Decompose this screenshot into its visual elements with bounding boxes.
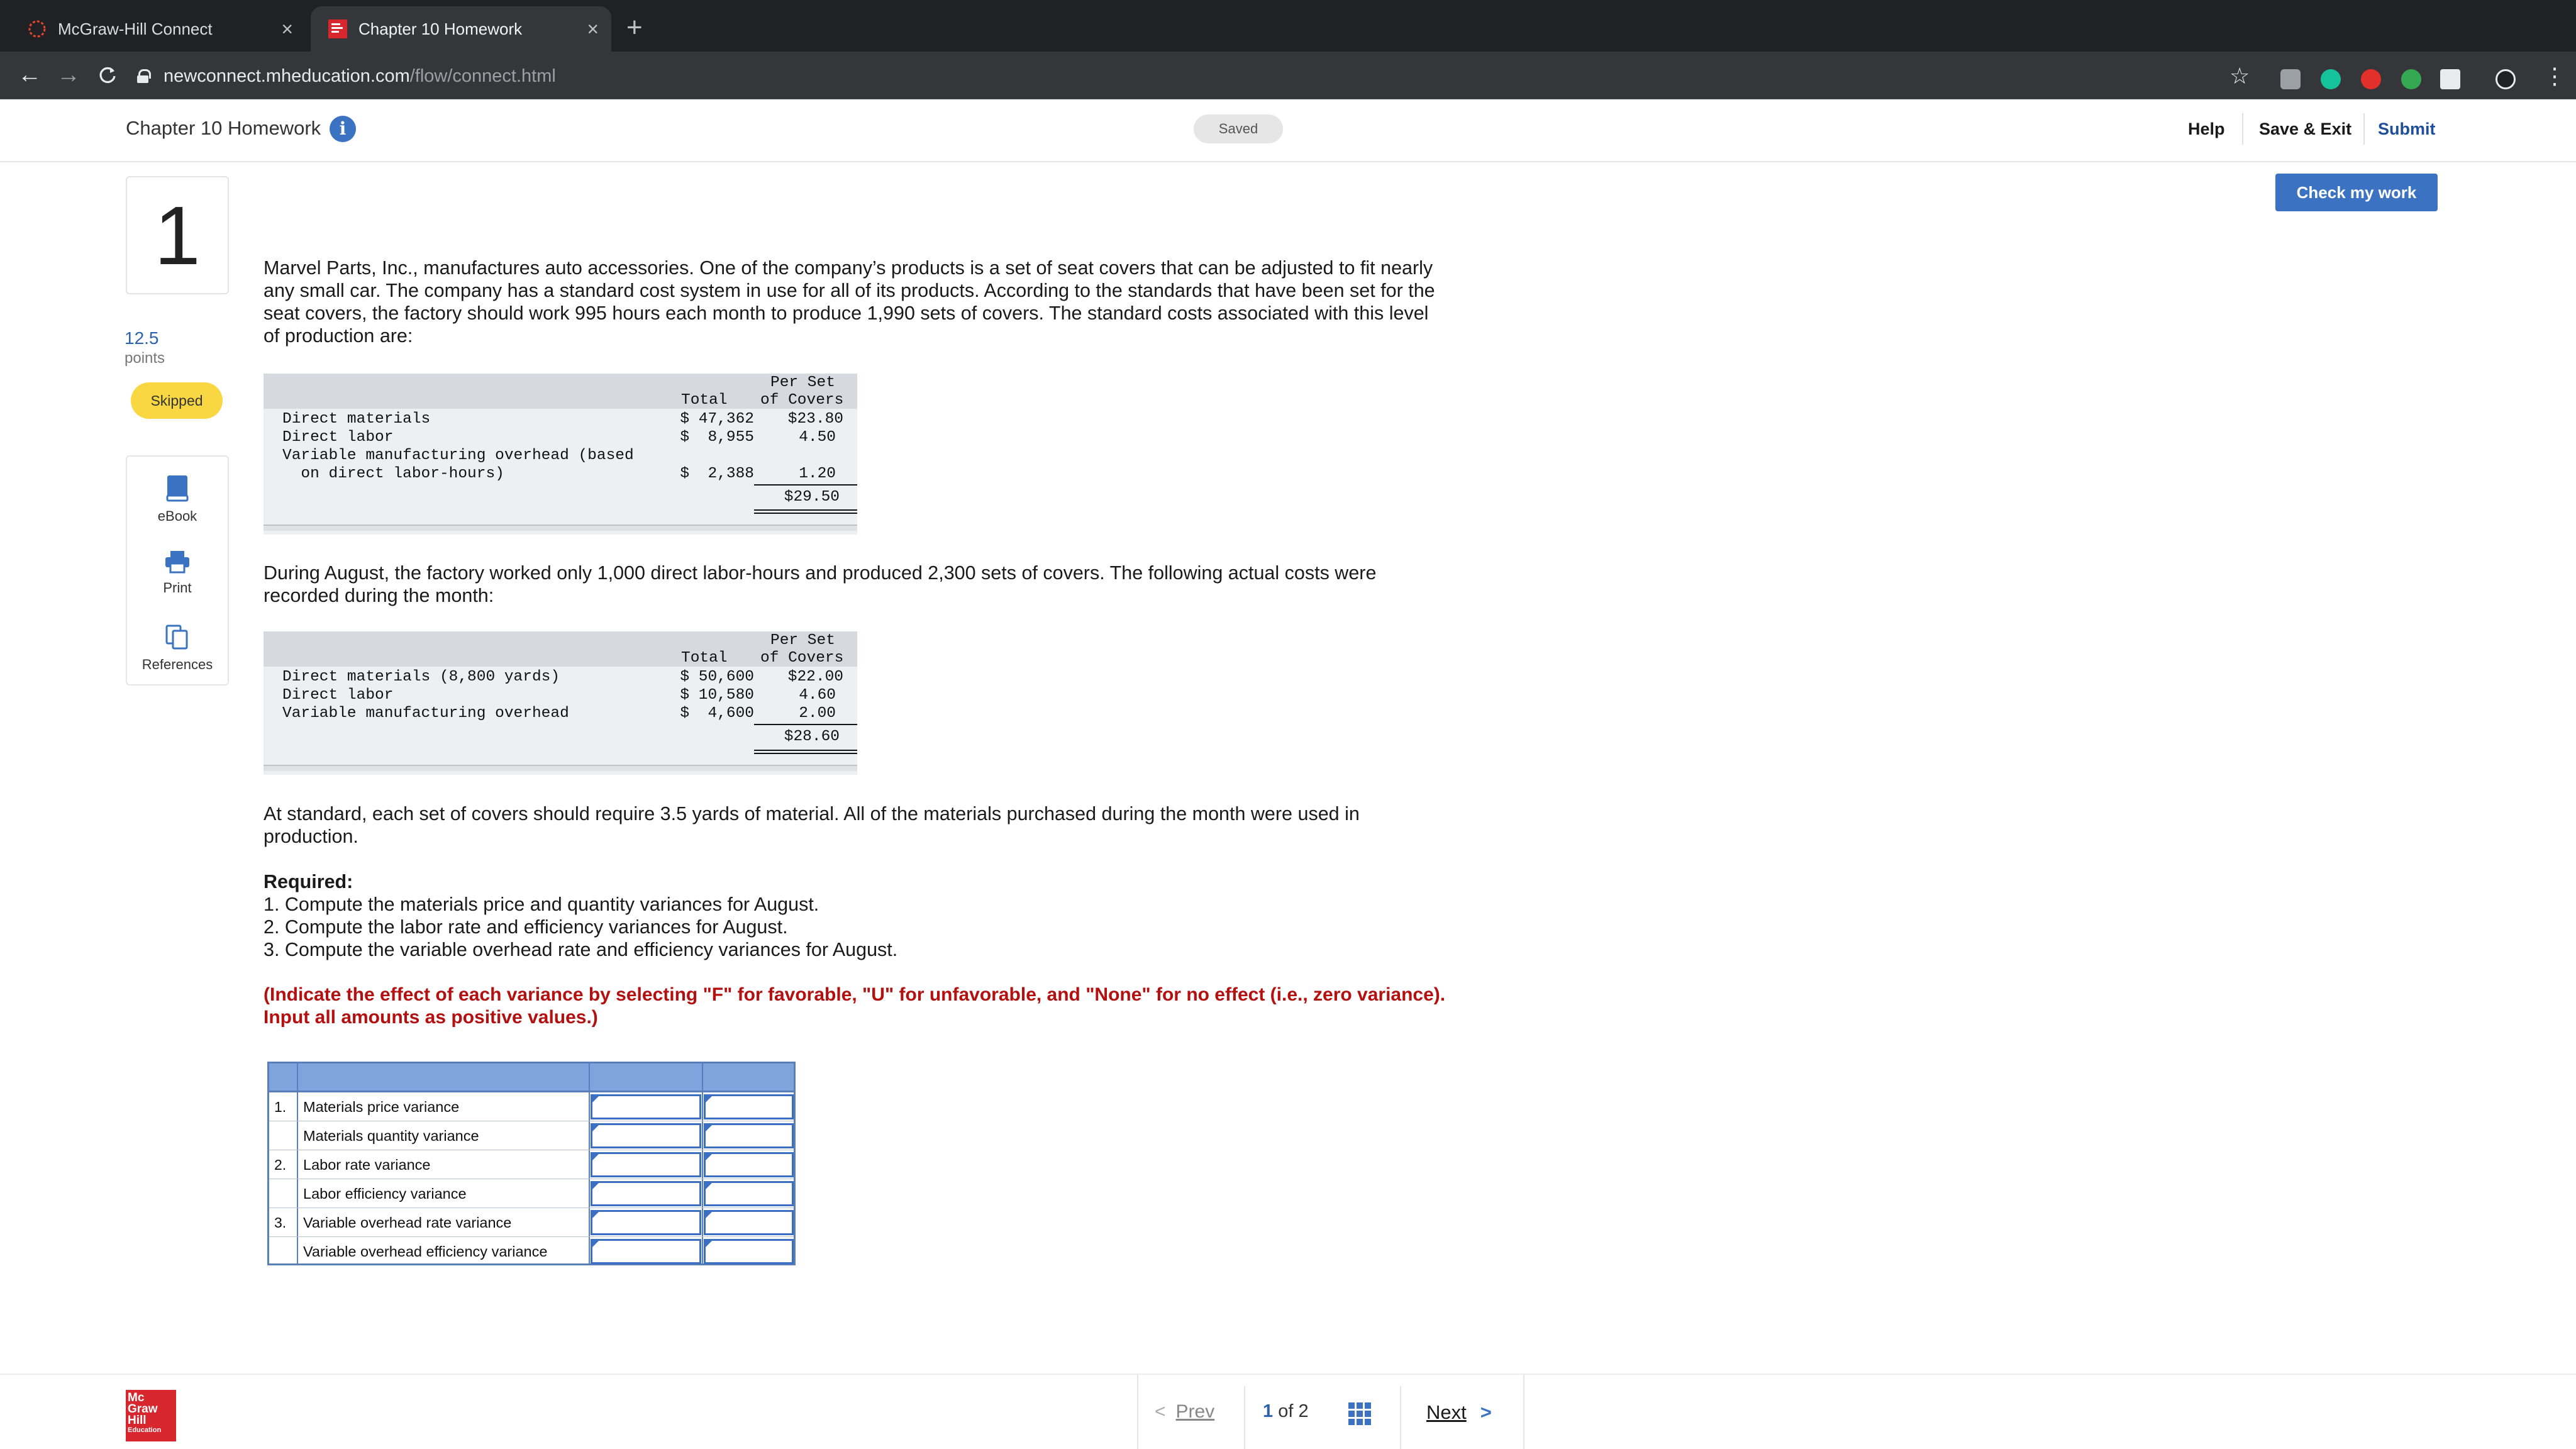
table-row-total: $ 10,580 (680, 687, 754, 704)
info-icon[interactable]: i (330, 116, 356, 142)
answer-table-header (269, 1063, 794, 1092)
row-label: Labor efficiency variance (303, 1185, 467, 1202)
chevron-right-icon: > (1480, 1401, 1492, 1423)
required-heading: Required: (264, 871, 353, 892)
table-row-label: Direct materials (8,800 yards) (282, 669, 560, 686)
references-label: References (142, 657, 213, 672)
question-number: 1 (126, 176, 229, 294)
tab-title: McGraw-Hill Connect (58, 19, 213, 38)
amount-input[interactable] (591, 1094, 701, 1119)
row-number: 2. (274, 1157, 287, 1173)
standard-material-note: At standard, each set of covers should require 3.5 yards of material. All of the materials purchased during the month were used in production. (264, 803, 1360, 847)
table-row-per-set: 2.00 (799, 705, 836, 722)
extension-red-icon[interactable] (2361, 69, 2381, 89)
table-total-per-set: $28.60 (784, 728, 840, 745)
amount-input[interactable] (591, 1239, 701, 1264)
table-row-label: Variable manufacturing overhead (282, 705, 569, 722)
mcgraw-hill-favicon-icon (328, 19, 347, 38)
table-row-label: Direct labor (282, 429, 394, 446)
pager-divider (1400, 1386, 1401, 1449)
back-arrow-icon[interactable]: ← (18, 62, 42, 88)
table-bottom-rule (264, 525, 857, 531)
prev-button[interactable] (1155, 1401, 1214, 1423)
amount-input[interactable] (591, 1152, 701, 1177)
table-row (269, 1150, 794, 1179)
help-link[interactable]: Help (2188, 119, 2225, 138)
tab-title: Chapter 10 Homework (358, 19, 523, 38)
column-header-per-set: Per Set (770, 632, 835, 649)
new-tab-button[interactable]: + (626, 12, 643, 43)
column-header-of-covers: of Covers (760, 650, 844, 667)
required-item: 2. Compute the labor rate and efficiency variances for August. (264, 916, 788, 938)
forward-arrow-icon[interactable]: → (57, 62, 80, 88)
close-tab-icon[interactable]: × (281, 17, 293, 40)
column-header-total: Total (681, 650, 728, 667)
mcgraw-hill-logo (126, 1390, 176, 1441)
required-item: 1. Compute the materials price and quantity variances for August. (264, 894, 819, 915)
header-divider (2363, 113, 2365, 145)
url-path: /flow/connect.html (409, 65, 556, 86)
table-row-total: $ 47,362 (680, 411, 754, 428)
ebook-label: eBook (157, 508, 197, 524)
connect-favicon-icon (28, 19, 47, 38)
browser-tab-bar (0, 0, 2576, 52)
table-row-total: $ 4,600 (680, 705, 754, 722)
assignment-footer (0, 1374, 2576, 1449)
actual-costs-intro: During August, the factory worked only 1,000 direct labor-hours and produced 2,300 sets of covers. The following actual costs were recorded during the month: (264, 562, 1377, 606)
total-double-underline (754, 750, 857, 751)
table-row (269, 1092, 794, 1121)
table-bottom-rule (264, 765, 857, 771)
page-of: of (1278, 1401, 1294, 1421)
submit-link[interactable]: Submit (2378, 119, 2436, 138)
required-item: 3. Compute the variable overhead rate and efficiency variances for August. (264, 939, 898, 960)
row-number: 3. (274, 1214, 287, 1231)
effect-select[interactable] (704, 1239, 794, 1264)
table-row-total: $ 8,955 (680, 429, 754, 446)
effect-select[interactable] (704, 1094, 794, 1119)
prev-label: Prev (1175, 1401, 1215, 1422)
table-total-per-set: $29.50 (784, 489, 840, 506)
total-double-underline (754, 753, 857, 754)
question-status-badge: Skipped (131, 382, 223, 419)
row-label: Variable overhead rate variance (303, 1214, 512, 1231)
profile-avatar-icon[interactable] (2496, 69, 2516, 89)
required-section (264, 870, 1446, 961)
saved-status-badge: Saved (1194, 114, 1283, 143)
printer-icon (164, 550, 191, 574)
tab-chapter-10-homework[interactable] (311, 6, 611, 52)
reload-icon[interactable] (98, 65, 117, 84)
points-label: points (125, 350, 165, 367)
logo-text: Hill (128, 1414, 147, 1427)
total-double-underline (754, 513, 857, 514)
copy-icon (165, 624, 190, 650)
amount-input[interactable] (591, 1210, 701, 1235)
browser-toolbar (0, 52, 2576, 99)
pager-divider (1244, 1386, 1245, 1449)
subtotal-underline (754, 724, 857, 725)
page-total: 2 (1298, 1401, 1309, 1421)
logo-text: Mc (128, 1391, 145, 1404)
assignment-title: Chapter 10 Homework (126, 117, 321, 139)
table-row-label: Direct materials (282, 411, 431, 428)
page-indicator[interactable] (1263, 1401, 1309, 1422)
close-tab-icon[interactable]: × (587, 17, 599, 40)
grammarly-icon[interactable] (2321, 69, 2341, 89)
tab-mcgraw-hill-connect[interactable] (10, 6, 306, 52)
standard-cost-table (264, 374, 857, 535)
subtotal-underline (754, 484, 857, 486)
lock-icon (137, 69, 148, 83)
question-tools-panel (126, 455, 229, 686)
table-row-label: Direct labor (282, 687, 394, 704)
amount-input[interactable] (591, 1181, 701, 1206)
actual-cost-table (264, 631, 857, 775)
row-number: 1. (274, 1099, 287, 1115)
question-pager (1137, 1375, 1524, 1449)
references-button[interactable] (127, 624, 228, 673)
amount-input[interactable] (591, 1123, 701, 1148)
total-double-underline (754, 509, 857, 511)
chevron-left-icon: < (1155, 1401, 1166, 1422)
extension-image-icon[interactable] (2440, 69, 2460, 89)
header-divider (2242, 113, 2243, 145)
column-header-of-covers: of Covers (760, 392, 844, 409)
table-row-per-set: 4.60 (799, 687, 836, 704)
effect-select[interactable] (704, 1181, 794, 1206)
logo-text: Graw (128, 1402, 158, 1416)
row-label: Materials price variance (303, 1099, 460, 1115)
table-row-per-set: 4.50 (799, 429, 836, 446)
table-row-total: $ 50,600 (680, 669, 754, 686)
table-row-label: Variable manufacturing overhead (based (282, 447, 634, 464)
ebook-button[interactable] (127, 474, 228, 525)
grid-icon[interactable] (1348, 1402, 1371, 1425)
instruction-note: (Indicate the effect of each variance by selecting "F" for favorable, "U" for unfavorable, and "None" for no effect (i.e., zero variance). Input all amounts as positive values.) (264, 984, 1446, 1028)
table-row-per-set: $23.80 (787, 411, 843, 428)
table-row (269, 1179, 794, 1208)
effect-select[interactable] (704, 1152, 794, 1177)
table-row (269, 1208, 794, 1237)
book-icon (166, 474, 189, 502)
column-header-total: Total (681, 392, 728, 409)
row-label: Materials quantity variance (303, 1128, 479, 1144)
table-row-label: on direct labor-hours) (282, 465, 504, 482)
table-row (269, 1237, 794, 1266)
effect-select[interactable] (704, 1123, 794, 1148)
extension-grey-icon[interactable] (2280, 69, 2301, 89)
address-bar[interactable] (137, 59, 2275, 93)
next-label: Next (1426, 1401, 1467, 1423)
problem-intro: Marvel Parts, Inc., manufactures auto accessories. One of the company’s products is a set of seat covers that can be adjusted to fit nearly any small car. The company has a standard cost system in use for all of its products. According to the standards that have been set for the seat covers, the factory should work 995 hours each month to produce 1,990 sets of covers. The standard costs associated with this level of production are: (264, 257, 1435, 347)
browser-menu-icon[interactable]: ⋮ (2543, 63, 2566, 89)
row-label: Variable overhead efficiency variance (303, 1243, 548, 1260)
points-value: 12.5 (125, 328, 159, 348)
table-row (269, 1121, 794, 1150)
print-button[interactable] (127, 550, 228, 596)
table-row-total: $ 2,388 (680, 465, 754, 482)
url-host: newconnect.mheducation.com (164, 65, 410, 86)
page-current: 1 (1263, 1401, 1274, 1421)
row-label: Labor rate variance (303, 1157, 431, 1173)
table-row-per-set: 1.20 (799, 465, 836, 482)
next-button[interactable] (1426, 1401, 1492, 1424)
column-header-per-set: Per Set (770, 374, 835, 391)
effect-select[interactable] (704, 1210, 794, 1235)
logo-text: Education (128, 1426, 162, 1434)
print-label: Print (163, 580, 192, 596)
extension-green-icon[interactable] (2401, 69, 2421, 89)
answer-table (267, 1062, 796, 1265)
star-icon[interactable]: ☆ (2229, 63, 2250, 89)
check-my-work-button[interactable]: Check my work (2275, 174, 2438, 211)
save-exit-link[interactable]: Save & Exit (2259, 119, 2352, 138)
assignment-header (0, 99, 2576, 162)
table-row-per-set: $22.00 (787, 669, 843, 686)
